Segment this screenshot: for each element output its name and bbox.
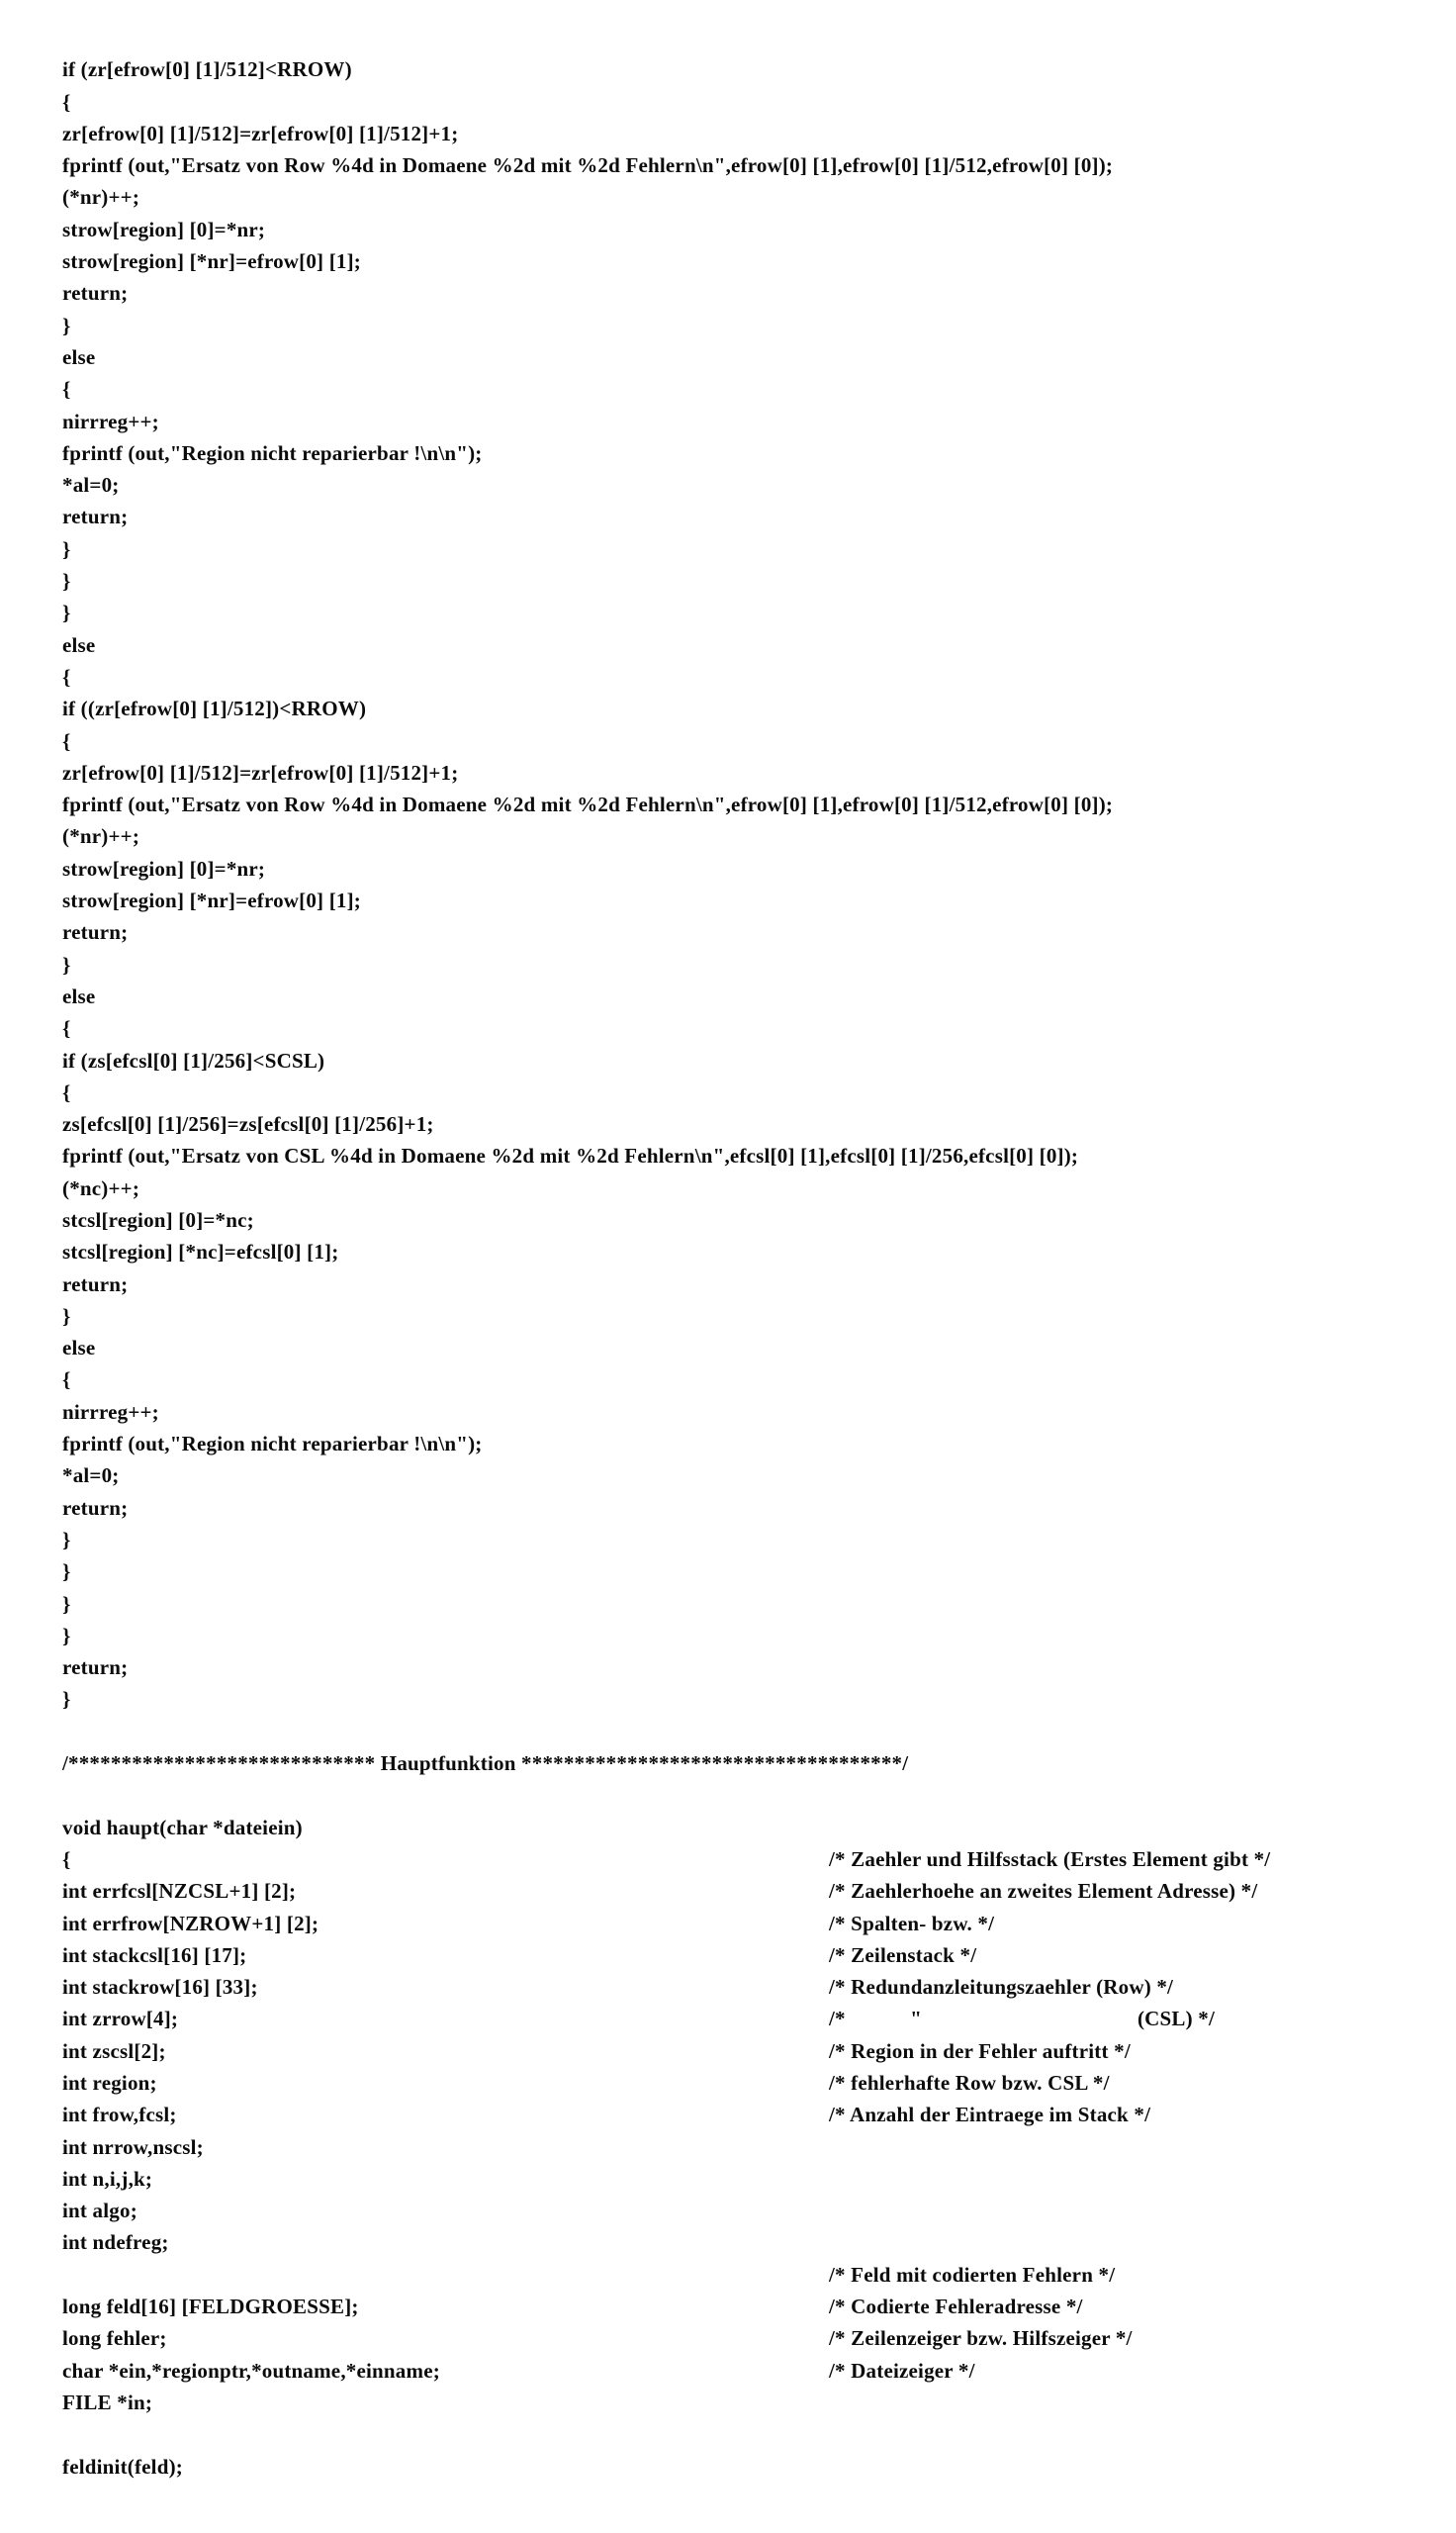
code-line bbox=[42, 1012, 1456, 1073]
code-text: int errfcsl[NZCSL+1] [2]; bbox=[62, 1879, 297, 1904]
code-line bbox=[42, 981, 1456, 1041]
inline-comment: /* Anzahl der Eintraege im Stack */ bbox=[829, 2103, 1151, 2127]
code-line bbox=[42, 661, 1456, 721]
code-text: strow[region] [0]=*nr; bbox=[62, 856, 266, 881]
code-line bbox=[42, 86, 1456, 145]
code-line bbox=[42, 181, 1456, 241]
code-text: fprintf (out,"Ersatz von Row %4d in Domaene %2d mit %2d Fehlern\n",efrow[0] [1],efrow[0] [1]/512,efrow[0] [0]); bbox=[62, 153, 1114, 178]
code-line bbox=[42, 853, 1456, 913]
code-text: fprintf (out,"Ersatz von Row %4d in Domaene %2d mit %2d Fehlern\n",efrow[0] [1],efrow[0] [1]/512,efrow[0] [0]); bbox=[62, 793, 1114, 817]
code-line bbox=[42, 693, 1456, 753]
code-listing bbox=[42, 22, 1456, 2479]
code-line bbox=[42, 22, 1456, 82]
code-text: } bbox=[62, 1687, 71, 1712]
inline-comment: /* Spalten- bzw. */ bbox=[829, 1911, 995, 1935]
code-text: } bbox=[62, 1303, 71, 1328]
code-text: nirrreg++; bbox=[62, 409, 159, 433]
code-text: *al=0; bbox=[62, 473, 120, 498]
code-line bbox=[42, 1524, 1456, 1584]
code-line bbox=[42, 885, 1456, 945]
code-text: { bbox=[62, 664, 71, 689]
code-line bbox=[42, 1396, 1456, 1456]
code-text: return; bbox=[62, 281, 129, 306]
code-line bbox=[42, 757, 1456, 817]
code-line bbox=[42, 341, 1456, 402]
code-text: else bbox=[62, 344, 96, 369]
code-line bbox=[42, 1651, 1456, 1712]
code-text: int nrrow,nscsl; bbox=[62, 2134, 204, 2159]
code-line bbox=[42, 725, 1456, 785]
code-text: if (zs[efcsl[0] [1]/256]<SCSL) bbox=[62, 1048, 325, 1073]
code-line bbox=[42, 2163, 1456, 2223]
code-text: } bbox=[62, 1527, 71, 1551]
code-text: nirrreg++; bbox=[62, 1399, 159, 1424]
code-text: int stackrow[16] [33]; bbox=[62, 1975, 258, 2000]
code-line bbox=[42, 1555, 1456, 1616]
inline-comment: /* Feld mit codierten Fehlern */ bbox=[829, 2262, 1116, 2287]
code-text: } bbox=[62, 601, 71, 625]
code-line bbox=[42, 533, 1456, 594]
code-text: { bbox=[62, 1846, 71, 1871]
code-text: } bbox=[62, 952, 71, 977]
code-text: long feld[16] [FELDGROESSE]; bbox=[62, 2295, 359, 2319]
code-text: int zscsl[2]; bbox=[62, 2038, 166, 2063]
code-text: else bbox=[62, 984, 96, 1008]
code-text: (*nc)++; bbox=[62, 1175, 140, 1200]
code-line bbox=[42, 2226, 1456, 2258]
code-text: fprintf (out,"Region nicht reparierbar !\n\n"); bbox=[62, 440, 483, 465]
inline-comment: /* Zaehler und Hilfsstack (Erstes Element gibt */ bbox=[829, 1846, 1271, 1871]
code-line bbox=[42, 245, 1456, 306]
code-line bbox=[42, 2355, 1456, 2414]
code-line bbox=[42, 2099, 1456, 2159]
code-text: return; bbox=[62, 505, 129, 529]
code-line bbox=[42, 2131, 1456, 2191]
code-text: strow[region] [0]=*nr; bbox=[62, 217, 266, 241]
code-text: } bbox=[62, 569, 71, 594]
code-text: } bbox=[62, 1591, 71, 1616]
code-line bbox=[42, 1747, 1456, 1779]
code-line bbox=[42, 1428, 1456, 1488]
code-text: long fehler; bbox=[62, 2326, 167, 2351]
code-line bbox=[42, 1492, 1456, 1551]
code-text: stcsl[region] [0]=*nc; bbox=[62, 1207, 254, 1232]
code-line bbox=[42, 2418, 1456, 2479]
code-line bbox=[42, 149, 1456, 210]
code-text: } bbox=[62, 313, 71, 337]
code-line bbox=[42, 789, 1456, 849]
code-text: feldinit(feld); bbox=[62, 2454, 183, 2479]
code-line bbox=[42, 1236, 1456, 1296]
code-line bbox=[42, 565, 1456, 625]
code-line bbox=[42, 1683, 1456, 1715]
code-text: { bbox=[62, 377, 71, 402]
code-line bbox=[42, 1077, 1456, 1137]
code-text: int ndefreg; bbox=[62, 2230, 169, 2255]
code-line bbox=[42, 1459, 1456, 1520]
code-text: if ((zr[efrow[0] [1]/512])<RROW) bbox=[62, 697, 367, 721]
code-text: zr[efrow[0] [1]/512]=zr[efrow[0] [1]/512]+1; bbox=[62, 121, 459, 145]
code-text: strow[region] [*nr]=efrow[0] [1]; bbox=[62, 249, 361, 274]
inline-comment: /* Zeilenstack */ bbox=[829, 1942, 977, 1967]
code-line bbox=[42, 1204, 1456, 1265]
inline-comment: /* Zaehlerhoehe an zweites Element Adresse) */ bbox=[829, 1879, 1258, 1904]
inline-comment: /* Region in der Fehler auftritt */ bbox=[829, 2038, 1131, 2063]
code-line bbox=[42, 1268, 1456, 1328]
inline-comment: /* Dateizeiger */ bbox=[829, 2358, 975, 2383]
code-text: else bbox=[62, 1336, 96, 1360]
code-line bbox=[42, 437, 1456, 498]
code-line bbox=[42, 916, 1456, 977]
code-text: stcsl[region] [*nc]=efcsl[0] [1]; bbox=[62, 1240, 339, 1265]
code-text: else bbox=[62, 632, 96, 657]
code-line bbox=[42, 1300, 1456, 1360]
code-text: return; bbox=[62, 1655, 129, 1680]
code-line bbox=[42, 1332, 1456, 1392]
code-text: fprintf (out,"Ersatz von CSL %4d in Domaene %2d mit %2d Fehlern\n",efcsl[0] [1],efcsl[0] [1]/256,efcsl[0] [0]); bbox=[62, 1144, 1079, 1169]
code-text: int region; bbox=[62, 2071, 157, 2095]
code-text: zr[efrow[0] [1]/512]=zr[efrow[0] [1]/512]+1; bbox=[62, 760, 459, 785]
inline-comment: /* Redundanzleitungszaehler (Row) */ bbox=[829, 1975, 1174, 2000]
code-line bbox=[42, 1140, 1456, 1200]
inline-comment: /* " (CSL) */ bbox=[829, 2007, 1216, 2031]
code-line bbox=[42, 214, 1456, 274]
code-line bbox=[42, 2195, 1456, 2255]
code-line bbox=[42, 1779, 1456, 1839]
code-text: void haupt(char *dateiein) bbox=[62, 1815, 303, 1839]
code-text: (*nr)++; bbox=[62, 824, 140, 849]
code-line bbox=[42, 1716, 1456, 1776]
code-line bbox=[42, 1588, 1456, 1647]
code-line bbox=[42, 1620, 1456, 1680]
code-text: return; bbox=[62, 1271, 129, 1296]
code-line bbox=[42, 53, 1456, 114]
code-text: } bbox=[62, 536, 71, 561]
code-line bbox=[42, 277, 1456, 337]
code-text: int algo; bbox=[62, 2199, 137, 2223]
code-line bbox=[42, 310, 1456, 369]
code-line bbox=[42, 1045, 1456, 1104]
code-text: int frow,fcsl; bbox=[62, 2103, 177, 2127]
code-text: { bbox=[62, 89, 71, 114]
code-text: /***************************** Hauptfunktion ************************************/ bbox=[62, 1751, 909, 1776]
code-text: { bbox=[62, 1367, 71, 1392]
code-text: int stackcsl[16] [17]; bbox=[62, 1942, 247, 1967]
inline-comment: /* Codierte Fehleradresse */ bbox=[829, 2295, 1083, 2319]
code-line bbox=[42, 1108, 1456, 1169]
inline-comment: /* fehlerhafte Row bzw. CSL */ bbox=[829, 2071, 1110, 2095]
code-text: fprintf (out,"Region nicht reparierbar !\n\n"); bbox=[62, 1432, 483, 1456]
code-text: zs[efcsl[0] [1]/256]=zs[efcsl[0] [1]/256]+1; bbox=[62, 1112, 434, 1137]
code-text: } bbox=[62, 1623, 71, 1647]
code-text: { bbox=[62, 728, 71, 753]
code-line bbox=[42, 406, 1456, 465]
code-text: } bbox=[62, 1559, 71, 1584]
code-line bbox=[42, 1173, 1456, 1232]
code-text: strow[region] [*nr]=efrow[0] [1]; bbox=[62, 889, 361, 913]
code-line bbox=[42, 1363, 1456, 1424]
code-text: int n,i,j,k; bbox=[62, 2166, 153, 2191]
code-line bbox=[42, 2387, 1456, 2418]
code-line bbox=[42, 629, 1456, 689]
inline-comment: /* Zeilenzeiger bzw. Hilfszeiger */ bbox=[829, 2326, 1133, 2351]
code-line bbox=[42, 118, 1456, 178]
code-text: int errfrow[NZROW+1] [2]; bbox=[62, 1911, 319, 1935]
code-text: return; bbox=[62, 920, 129, 945]
code-line bbox=[42, 501, 1456, 561]
code-text: FILE *in; bbox=[62, 2390, 153, 2414]
code-text: if (zr[efrow[0] [1]/512]<RROW) bbox=[62, 57, 352, 82]
code-line bbox=[42, 469, 1456, 529]
code-text: { bbox=[62, 1016, 71, 1041]
code-line bbox=[42, 373, 1456, 433]
code-text: (*nr)++; bbox=[62, 185, 140, 210]
code-line bbox=[42, 597, 1456, 657]
code-text: { bbox=[62, 1079, 71, 1104]
code-text: *al=0; bbox=[62, 1463, 120, 1488]
code-text: char *ein,*regionptr,*outname,*einname; bbox=[62, 2358, 440, 2383]
code-line bbox=[42, 949, 1456, 1008]
code-text: return; bbox=[62, 1495, 129, 1520]
code-line bbox=[42, 820, 1456, 881]
code-text: int zrrow[4]; bbox=[62, 2007, 179, 2031]
